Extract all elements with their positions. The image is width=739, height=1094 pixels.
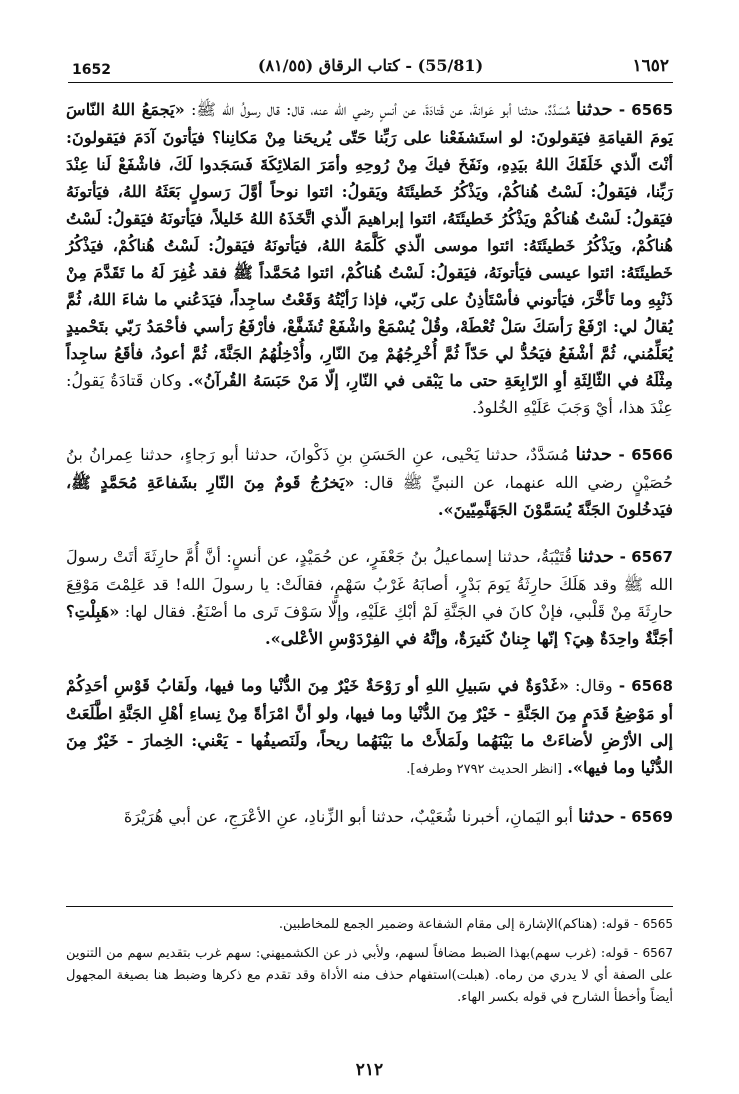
footnote-text: - قوله: (هناكم)الإشارة إلى مقام الشفاعة وضمير الجمع للمخاطبين.: [278, 917, 639, 932]
folio-number: ٢١٢: [355, 1060, 384, 1080]
hadith-6565: 6565 - حدثنا مُسَدَّدٌ، حدثنا أبو عَوانةَ، عن قَتادَةَ، عن أنسٍ رضي الله عنه، قال: قال رسولُ الله ﷺ: «يَجمَعُ اللهُ النّاسَ يَومَ القيامَةِ فيَقولونَ: لو استَشفَعْنا على رَبِّنا حَتّى يُريحَنا مِنْ مَكانِنا؟ فيَأتونَ آدَمَ فيَقولونَ: أنْتَ الّذي خَلَقَكَ اللهُ بيَدِهِ، ونَفَخَ فيكَ مِنْ رُوحِهِ وأمَرَ المَلائِكَةَ فَسَجَدوا لَكَ، فاشْفَعْ لَنا عِنْدَ رَبِّنا، فيَقولُ: لَسْتُ هُناكُمْ، ويَذْكُرُ خَطيئَتَهُ ويَقولُ: ائتوا نوحاً أوَّلَ رَسولٍ بَعَثَهُ اللهُ، فيَأتونَهُ فيَقولُ: لَسْتُ هُناكُمْ ويَذْكُرُ خَطيئَتَهُ، ائتوا إبراهيمَ الّذي اتَّخَذَهُ اللهُ خَليلاً، فيَأتونَهُ فيَقولُ: لَسْتُ هُناكُمْ، ويَذْكُرُ خَطيئَتَهُ: ائتوا موسى الّذي كَلَّمَهُ اللهُ، فيَأتونَهُ فيَقولُ: لَسْتُ هُناكُمْ، فيَذْكُرُ خَطيئَتَهُ: ائتوا عيسى فيَأتونَهُ، فيَقولُ: لَسْتُ هُناكُمْ، ائتوا مُحَمَّداً ﷺ فقد غُفِرَ لَهُ ما تَقَدَّمَ مِنْ ذَنْبِهِ وما تَأخَّرَ، فيَأتوني فأسْتَأذِنُ على رَبّي، فإذا رَأيْتُهُ وَقَعْتُ ساجِداً، فيَدَعُني ما شاءَ اللهُ، ثُمَّ يُقالُ لي: ارْفَعْ رَأسَكَ سَلْ تُعْطَهْ، وقُلْ يُسْمَعْ واشْفَعْ تُشَفَّعْ، فأرْفَعُ رَأسي فأحْمَدُ رَبّي بتَحْميدٍ يُعَلِّمُني، ثُمَّ أشْفَعُ فيَحُدُّ لي حَدّاً ثُمَّ أُخْرِجُهُمْ مِنَ النّارِ، وأُدْخِلُهُمُ الجَنَّةَ، ثُمَّ أعودُ، فأقَعُ ساجِداً مِثْلَهُ في الثّالِثَةِ أوِ الرّابِعَةِ حتى ما يَبْقى في النّارِ، إلّا مَنْ حَبَسَهُ القُرآنُ». وكان قَتادَةُ يَقولُ: عِنْدَ هذا، أيْ وَجَبَ عَلَيْهِ الخُلودُ.: [66, 99, 674, 417]
footnote-ref: 6567: [642, 946, 673, 960]
hadith-matn: «يَخرُجُ قَومٌ مِنَ النّارِ بشَفاعَةِ مُحَمَّدٍ ﷺ، فيَدخُلونَ الجَنَّةَ يُسَمَّوْنَ الجَهَنَّمِيّينَ».: [66, 473, 673, 519]
hadith-matn: «غَدْوَةٌ في سَبيلِ اللهِ أو رَوْحَةٌ خَيْرٌ مِنَ الدُّنْيا وما فيها، ولَقابُ قَوْسِ أحَدِكُمْ أو مَوْضِعُ قَدَمٍ مِنَ الجَنَّةِ - خَيْرٌ مِنَ الدُّنْيا وما فيها، ولو أنَّ امْرَأةً مِنْ نِساءِ أهْلِ الجَنَّةِ اطَّلَعَتْ إلى الأرْضِ لأضاءَتْ ما بَيْنَهُما ولَمَلأَتْ ما بَيْنَهُما ريحاً، ولَنَصيفُها - يَعْني: الخِمارَ - خَيْرٌ مِنَ الدُّنْيا وما فيها».: [66, 676, 673, 777]
hadith-opening: حدثنا: [578, 806, 615, 827]
hadith-isnad: مُسَدَّدٌ، حدثنا أبو عَوانةَ، عن قَتادَةَ، عن أنسٍ رضي الله عنه، قال: قال رسولُ الله ﷺ:: [190, 100, 570, 119]
hadith-number: 6568: [631, 677, 673, 695]
hadith-isnad: قُتَيْبَةُ، حدثنا إسماعيلُ بنُ جَعْفَرٍ، عن حُمَيْدٍ، عن أنسٍ: أنَّ أُمَّ حارِثَةَ أتَتْ رسولَ الله ﷺ وقد هَلَكَ حارِثَةُ يَومَ بَدْرٍ، أصابَهُ غَرْبُ سَهْمٍ، فقالَتْ: يا رسولَ الله! قد عَلِمْتَ مَوْقِعَ حارِثَةَ مِنْ قَلْبي، فإنْ كانَ في الجَنَّةِ لَمْ أبْكِ عَلَيْهِ، وإلّا سَوْفَ تَرى ما أصْنَعُ. فقال لها:: [66, 547, 673, 621]
hadith-matn: «هَبِلْتِ؟ أجَنَّةٌ واحِدَةٌ هِيَ؟ إنّها جِنانٌ كَثيرَةٌ، وإنَّهُ في الفِرْدَوْسِ الأعْلى».: [66, 602, 673, 648]
footnote: [66, 942, 673, 1009]
hadith-number: 6566: [631, 446, 673, 464]
hadith-matn: «يَجمَعُ اللهُ النّاسَ يَومَ القيامَةِ فيَقولونَ: لو استَشفَعْنا على رَبِّنا حَتّى يُريحَنا مِنْ مَكانِنا؟ فيَأتونَ آدَمَ فيَقولونَ: أنْتَ الّذي خَلَقَكَ اللهُ بيَدِهِ، ونَفَخَ فيكَ مِنْ رُوحِهِ وأمَرَ المَلائِكَةَ فَسَجَدوا لَكَ، فاشْفَعْ لَنا عِنْدَ رَبِّنا، فيَقولُ: لَسْتُ هُناكُمْ، ويَذْكُرُ خَطيئَتَهُ ويَقولُ: ائتوا نوحاً أوَّلَ رَسولٍ بَعَثَهُ اللهُ، فيَأتونَهُ فيَقولُ: لَسْتُ هُناكُمْ ويَذْكُرُ خَطيئَتَهُ، ائتوا إبراهيمَ الّذي اتَّخَذَهُ اللهُ خَليلاً، فيَأتونَهُ فيَقولُ: لَسْتُ هُناكُمْ، ويَذْكُرُ خَطيئَتَهُ: ائتوا موسى الّذي كَلَّمَهُ اللهُ، فيَأتونَهُ فيَقولُ: لَسْتُ هُناكُمْ، فيَذْكُرُ خَطيئَتَهُ: ائتوا عيسى فيَأتونَهُ، فيَقولُ: لَسْتُ هُناكُمْ، ائتوا مُحَمَّداً ﷺ فقد غُفِرَ لَهُ ما تَقَدَّمَ مِنْ ذَنْبِهِ وما تَأخَّرَ، فيَأتوني فأسْتَأذِنُ على رَبّي، فإذا رَأيْتُهُ وَقَعْتُ ساجِداً، فيَدَعُني ما شاءَ اللهُ، ثُمَّ يُقالُ لي: ارْفَعْ رَأسَكَ سَلْ تُعْطَهْ، وقُلْ يُسْمَعْ واشْفَعْ تُشَفَّعْ، فأرْفَعُ رَأسي فأحْمَدُ رَبّي بتَحْميدٍ يُعَلِّمُني، ثُمَّ أشْفَعُ فيَحُدُّ لي حَدّاً ثُمَّ أُخْرِجُهُمْ مِنَ النّارِ، وأُدْخِلُهُمُ الجَنَّةَ، ثُمَّ أعودُ، فأقَعُ ساجِداً مِثْلَهُ في الثّالِثَةِ أوِ الرّابِعَةِ حتى ما يَبْقى في النّارِ، إلّا مَنْ حَبَسَهُ القُرآنُ».: [66, 100, 674, 390]
footnote-ref: 6565: [642, 917, 673, 931]
running-header: [68, 52, 673, 83]
footnote-text: - قوله: (غرب سهم)بهذا الضبط مضافاً لسهم، ولأبي ذر عن الكشميهني: سهم غرب بتقديم سهم من التنوين على الصفة أي لا يدري من رماه. (هبلت)استفهام حذف منه الأداة وقد تقدم مع ذكرها وضبط هنا بصيغة المجهول أيضاً وأخطأ الشارح في قوله بكسر الهاء.: [66, 946, 673, 1005]
page-number-arabic: ١٦٥٢: [632, 56, 669, 76]
cross-reference: [انظر الحديث ٢٧٩٢ وطرفه].: [406, 762, 563, 777]
hadith-6569: 6569 - حدثنا أبو اليَمانِ، أخبرنا شُعَيْبٌ، حدثنا أبو الزِّنادِ، عنِ الأعْرَجِ، عن أبي هُرَيْرَةَ: [123, 806, 673, 827]
footnotes: [66, 906, 673, 1015]
hadith-opening: حدثنا: [576, 99, 613, 120]
hadith-6568: 6568 - وقال: «غَدْوَةٌ في سَبيلِ اللهِ أو رَوْحَةٌ خَيْرٌ مِنَ الدُّنْيا وما فيها، ولَقابُ قَوْسِ أحَدِكُمْ أو مَوْضِعُ قَدَمٍ مِنَ الجَنَّةِ - خَيْرٌ مِنَ الدُّنْيا وما فيها، ولو أنَّ امْرَأةً مِنْ نِساءِ أهْلِ الجَنَّةِ اطَّلَعَتْ إلى الأرْضِ لأضاءَتْ ما بَيْنَهُما ولَمَلأَتْ ما بَيْنَهُما ريحاً، ولَنَصيفُها - يَعْني: الخِمارَ - خَيْرٌ مِنَ الدُّنْيا وما فيها». [انظر الحديث ٢٧٩٢ وطرفه].: [66, 676, 673, 777]
footnote: [66, 913, 673, 936]
hadith-isnad: مُسَدَّدٌ، حدثنا يَحْيى، عنِ الحَسَنِ بنِ ذَكْوانَ، حدثنا أبو رَجاءٍ، حدثنا عِمرانُ بنُ حُصَيْنٍ رضي الله عنهما، عن النبيِّ ﷺ قال:: [66, 445, 673, 492]
hadith-number: 6569: [631, 808, 673, 826]
hadith-isnad: وقال:: [575, 676, 613, 695]
page-number-latin: 1652: [72, 62, 111, 78]
running-title: (55/81) - كتاب الرقاق (٨١/٥٥): [257, 56, 484, 75]
hadith-6567: 6567 - حدثنا قُتَيْبَةُ، حدثنا إسماعيلُ بنُ جَعْفَرٍ، عن حُمَيْدٍ، عن أنسٍ: أنَّ أُمَّ حارِثَةَ أتَتْ رسولَ الله ﷺ وقد هَلَكَ حارِثَةُ يَومَ بَدْرٍ، أصابَهُ غَرْبُ سَهْمٍ، فقالَتْ: يا رسولَ الله! قد عَلِمْتَ مَوْقِعَ حارِثَةَ مِنْ قَلْبي، فإنْ كانَ في الجَنَّةِ لَمْ أبْكِ عَلَيْهِ، وإلّا سَوْفَ تَرى ما أصْنَعُ. فقال لها: «هَبِلْتِ؟ أجَنَّةٌ واحِدَةٌ هِيَ؟ إنّها جِنانٌ كَثيرَةٌ، وإنَّهُ في الفِرْدَوْسِ الأعْلى».: [66, 546, 673, 648]
hadith-isnad: أبو اليَمانِ، أخبرنا شُعَيْبٌ، حدثنا أبو الزِّنادِ، عنِ الأعْرَجِ، عن أبي هُرَيْرَةَ: [123, 807, 573, 826]
hadith-6566: 6566 - حدثنا مُسَدَّدٌ، حدثنا يَحْيى، عنِ الحَسَنِ بنِ ذَكْوانَ، حدثنا أبو رَجاءٍ، حدثنا عِمرانُ بنُ حُصَيْنٍ رضي الله عنهما، عن النبيِّ ﷺ قال: «يَخرُجُ قَومٌ مِنَ النّارِ بشَفاعَةِ مُحَمَّدٍ ﷺ، فيَدخُلونَ الجَنَّةَ يُسَمَّوْنَ الجَهَنَّمِيّينَ».: [66, 444, 673, 519]
hadith-body: [66, 96, 673, 851]
hadith-number: 6567: [631, 548, 673, 566]
hadith-number: 6565: [631, 101, 674, 119]
hadith-opening: حدثنا: [575, 444, 613, 465]
hadith-tail: وكان قَتادَةُ يَقولُ: عِنْدَ هذا، أيْ وَجَبَ عَلَيْهِ الخُلودُ.: [66, 371, 673, 417]
hadith-opening: حدثنا: [577, 546, 615, 567]
